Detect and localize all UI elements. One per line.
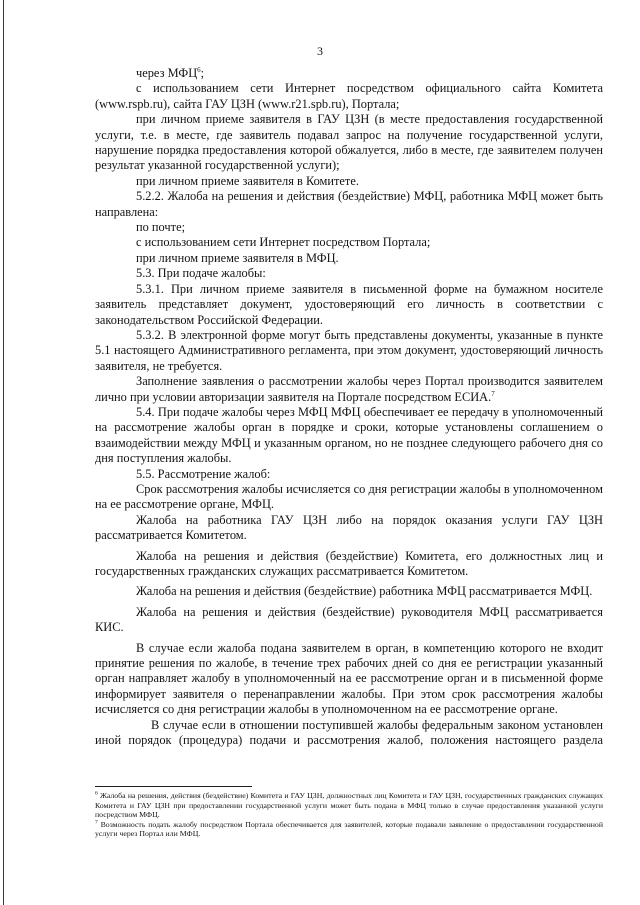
page-number: 3: [317, 44, 323, 58]
footnote-ref: 6: [197, 65, 201, 74]
paragraph: 5.2.2. Жалоба на решения и действия (бездействие) МФЦ, работника МФЦ может быть направлена:: [95, 189, 603, 219]
footnote-mark: 6: [95, 790, 98, 797]
paragraph: при личном приеме заявителя в ГАУ ЦЗН (в месте предоставления государственной услуги, т.е. в месте, где заявитель подавал запрос на получение государственной услуги, нарушение порядка предоставления которой обжалуется, либо в месте, где заявителем получен результат указанной государственной услуги);: [95, 112, 603, 173]
footnote-mark: 7: [95, 819, 98, 826]
paragraph: с использованием сети Интернет посредством Портала;: [136, 235, 431, 250]
paragraph: по почте;: [136, 220, 186, 235]
paragraph: 5.3.1. При личном приеме заявителя в письменной форме на бумажном носителе заявитель представляет документ, удостоверяющий его личность в соответствии с законодательством Российской Федерации.: [95, 281, 603, 327]
paragraph: 5.3. При подаче жалобы:: [136, 266, 266, 281]
paragraph: 5.4. При подаче жалобы через МФЦ МФЦ обеспечивает ее передачу в уполномоченный на рассмотрение жалобы орган в порядке и сроки, которые установлены соглашением о взаимодействии между МФЦ и указанным органом, но не позднее следующего рабочего дня со дня поступления жалобы.: [95, 404, 603, 466]
paragraph: при личном приеме заявителя в МФЦ.: [136, 250, 339, 265]
paragraph: В случае если в отношении поступившей жалобы федеральным законом установлен иной порядок (процедура) подачи и рассмотрения жалоб, положения настоящего раздела: [95, 717, 603, 748]
paragraph: через МФЦ$^6$;: [136, 65, 205, 80]
paragraph: Заполнение заявления о рассмотрении жалобы через Портал производится заявителем лично при условии авторизации заявителя на Портале посредством ЕСИА.$^7$: [95, 374, 603, 404]
footnote-ref: 7: [491, 389, 495, 398]
paragraph: 5.3.2. В электронной форме могут быть представлены документы, указанные в пункте 5.1 настоящего Административного регламента, при этом документ, удостоверяющий личность заявителя, не требуется.: [95, 327, 603, 373]
paragraph: В случае если жалоба подана заявителем в орган, в компетенцию которого не входит принятие решения по жалобе, в течение трех рабочих дней со дня ее регистрации указанный орган направляет жалобу в уполномоченный на ее рассмотрение орган и в письменной форме информирует заявителя о перенаправлении жалобы. При этом срок рассмотрения жалобы исчисляется со дня регистрации жалобы в уполномоченном на ее рассмотрение органе.: [95, 640, 603, 717]
paragraph: Жалоба на решения и действия (бездействие) работника МФЦ рассматривается МФЦ.: [136, 584, 593, 599]
footnote: $^6$ Жалоба на решения, действия (бездействие) Комитета и ГАУ ЦЗН, должностных лиц Комитета и ГАУ ЦЗН, государственных гражданских служащих Комитета и ГАУ ЦЗН при предоставлении государственной услуги может быть подана в МФЦ только в случае предоставления указанной услуги посредством МФЦ.: [95, 790, 603, 820]
footnote: $^7$ Возможность подать жалобу посредством Портала обеспечивается для заявителей, которые подавали заявление о предоставлении государственной услуги через Портал или МФЦ.: [95, 819, 603, 839]
paragraph: Жалоба на работника ГАУ ЦЗН либо на порядок оказания услуги ГАУ ЦЗН рассматривается Комитетом.: [95, 512, 603, 543]
page-edge-line: [3, 0, 4, 905]
document-body: [95, 66, 603, 748]
footnotes: [95, 791, 603, 839]
paragraph: Срок рассмотрения жалобы исчисляется со дня регистрации жалобы в уполномоченном на ее рассмотрение органе, МФЦ.: [95, 481, 603, 512]
paragraph: 5.5. Рассмотрение жалоб:: [136, 466, 271, 481]
footnote-separator: [95, 786, 252, 787]
paragraph: Жалоба на решения и действия (бездействие) руководителя МФЦ рассматривается КИС.: [95, 604, 603, 635]
paragraph: при личном приеме заявителя в Комитете.: [136, 173, 359, 188]
paragraph: с использованием сети Интернет посредством официального сайта Комитета (www.rspb.ru), сайта ГАУ ЦЗН (www.r21.spb.ru), Портала;: [95, 81, 603, 111]
paragraph: Жалоба на решения и действия (бездействие) Комитета, его должностных лиц и государственных гражданских служащих рассматривается Комитетом.: [95, 548, 603, 578]
